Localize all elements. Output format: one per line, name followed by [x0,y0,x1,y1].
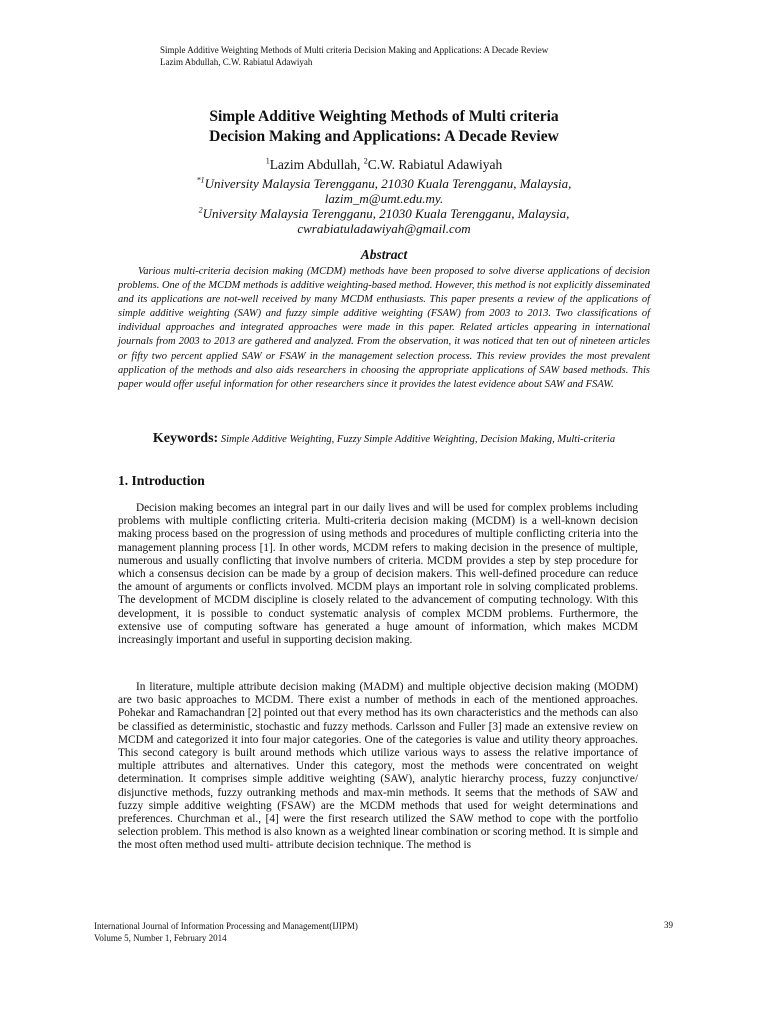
abstract-body: Various multi-criteria decision making (MCDM) methods have been proposed to solve diverse applications of decision problems. One of the MCDM methods is additive weighting-based method. However, this method is not explicitly disseminated and its applications are not-well received by many MCDM enthusiasts. This paper presents a review of the applications of simple additive weighting (SAW) and fuzzy simple additive weighting (FSAW) from 2003 to 2013. Two classifications of individual approaches and integrated approaches were made in this paper. Related articles appearing in international journals from 2003 to 2013 are gathered and analyzed. From the observation, it was noticed that ten out of nineteen articles or fifty two percent applied SAW or FSAW in the management selection process. This review provides the most prevalent application of the methods and also aids researchers in choosing the appropriate applications of SAW based methods. This paper would offer useful information for other researchers since it provides the latest evidence about SAW and FSAW. [118,266,650,390]
intro-paragraph-1: Decision making becomes an integral part in our daily lives and will be used for complex problems including problems with multiple conflicting criteria. Multi-criteria decision making (MCDM) is a well-known decision making process based on the progression of using methods and procedures of multiple conflicting criteria into the management planning process [1]. In other words, MCDM refers to making decision in the presence of multiple, numerous and usually conflicting that involve numbers of criteria. MCDM provides a step by step procedure for which a consensus decision can be made by a group of decision makers. This well-defined procedure can reduce the amount of arguments or conflicts involved. MCDM plays an important role in solving complicated problems. The development of MCDM discipline is closely related to the advancement of computing technology. With this development, it is possible to conduct systematic analysis of complex MCDM problems. Furthermore, the extensive use of computing software has generated a huge amount of information, which makes MCDM increasingly important and useful in supporting decision making. [118,502,638,647]
journal-name: International Journal of Information Processing and Management(IJIPM) [94,921,358,931]
author-2: C.W. Rabiatul Adawiyah [367,157,503,172]
abstract-heading: Abstract [360,247,408,262]
paper-title [100,107,668,147]
keywords-text: Simple Additive Weighting, Fuzzy Simple Additive Weighting, Decision Making, Multi-criteria [218,434,616,445]
affiliation-1-sup: *1 [196,175,205,185]
journal-volume: Volume 5, Number 1, February 2014 [94,933,227,943]
intro-paragraph-2: In literature, multiple attribute decision making (MADM) and multiple objective decision making (MODM) are two basic approaches to MCDM. There exist a number of methods in each of the mentioned approaches. Pohekar and Ramachandran [2] pointed out that every method has its own characteristics and the methods can also be classified as deterministic, stochastic and fuzzy methods. Carlsson and Fuller [3] made an extensive review on MCDM and categorized it into four major categories. One of the categories is value and utility theory approaches. This second category is built around methods which utilize various ways to assess the relative importance of multiple attributes and alternatives. Under this category, most the methods were concentrated on weight determination. It comprises simple additive weighting (SAW), analytic hierarchy process, fuzzy conjunctive/ disjunctive methods, fuzzy outranking methods and max-min methods. It seems that the methods of SAW and fuzzy simple additive weighting (FSAW) are the MCDM methods that used for weight determinations and preferences. Churchman et al., [4] were the first research utilized the SAW method to cope with the portfolio selection problem. This method is also known as a weighted linear combination or scoring method. It is simple and the most often method used multi- attribute decision technique. The method is [118,681,638,852]
keywords [118,432,650,447]
paper-title-line-1: Simple Additive Weighting Methods of Multi criteria [209,108,559,125]
paper-title-line-2: Decision Making and Applications: A Decade Review [209,128,559,145]
authors [100,157,668,173]
affiliation-1-text: University Malaysia Terengganu, 21030 Kuala Terengganu, Malaysia, [204,176,572,191]
author1-sup: 1 [265,156,270,166]
affiliation-2-text: University Malaysia Terengganu, 21030 Kuala Terengganu, Malaysia, [202,206,570,221]
affiliation-1-email: lazim_m@umt.edu.my. [324,191,444,206]
author2-sup: 2 [363,156,368,166]
page-number: 39 [664,920,673,930]
author-1: Lazim Abdullah, [269,157,364,172]
keywords-label: Keywords: [152,431,219,446]
section-heading-introduction: 1. Introduction [118,473,205,488]
affiliation-1 [100,176,668,191]
affiliation-2-email: cwrabiatuladawiyah@gmail.com [297,221,471,236]
running-head-authors: Lazim Abdullah, C.W. Rabiatul Adawiyah [160,57,313,67]
running-head [160,44,548,68]
affiliation-2 [100,206,668,221]
affiliation-2-sup: 2 [198,205,203,215]
journal-footer [94,920,358,944]
running-head-title: Simple Additive Weighting Methods of Multi criteria Decision Making and Applications: A Decade Review [160,45,549,55]
